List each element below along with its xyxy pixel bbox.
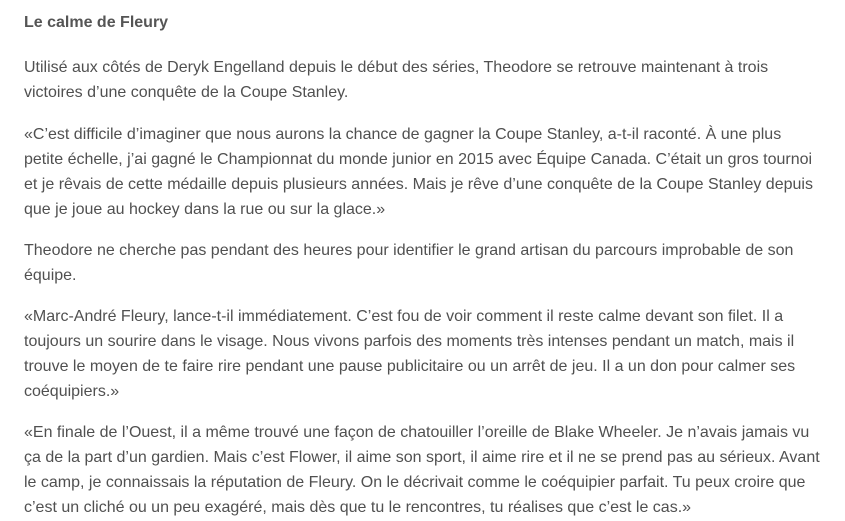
article-body bbox=[24, 0, 824, 520]
paragraph-3: Theodore ne cherche pas pendant des heures pour identifier le grand artisan du parcours improbable de son équipe. bbox=[24, 242, 794, 284]
section-heading: Le calme de Fleury bbox=[24, 14, 169, 31]
paragraph-4: «Marc-André Fleury, lance-t-il immédiatement. C’est fou de voir comment il reste calme devant son filet. Il a toujours un sourire dans le visage. Nous vivons parfois des moments très intenses pendant un match, mais il trouve le moyen de te faire rire pendant une pause publicitaire ou un arrêt de jeu. Il a un don pour calmer ses coéquipiers.» bbox=[24, 308, 796, 400]
paragraph-5: «En finale de l’Ouest, il a même trouvé une façon de chatouiller l’oreille de Blake Wheeler. Je n’avais jamais vu ça de la part d’un gardien. Mais c’est Flower, il aime son sport, il aime rire et il ne se prend pas au sérieux. Avant le camp, je connaissais la réputation de Fleury. On le décrivait comme le coéquipier parfait. Tu peux croire que c’est un cliché ou un peu exagéré, mais dès que tu le rencontres, tu réalises que c’est le cas.» bbox=[24, 424, 820, 516]
paragraph-2: «C’est difficile d’imaginer que nous aurons la chance de gagner la Coupe Stanley, a-t-il raconté. À une plus petite échelle, j’ai gagné le Championnat du monde junior en 2015 avec Équipe Canada. C’était un gros tournoi et je rêvais de cette médaille depuis plusieurs années. Mais je rêve d’une conquête de la Coupe Stanley depuis que je joue au hockey dans la rue ou sur la glace.» bbox=[24, 126, 813, 218]
paragraph-1: Utilisé aux côtés de Deryk Engelland depuis le début des séries, Theodore se retrouve maintenant à trois victoires d’une conquête de la Coupe Stanley. bbox=[24, 59, 769, 101]
